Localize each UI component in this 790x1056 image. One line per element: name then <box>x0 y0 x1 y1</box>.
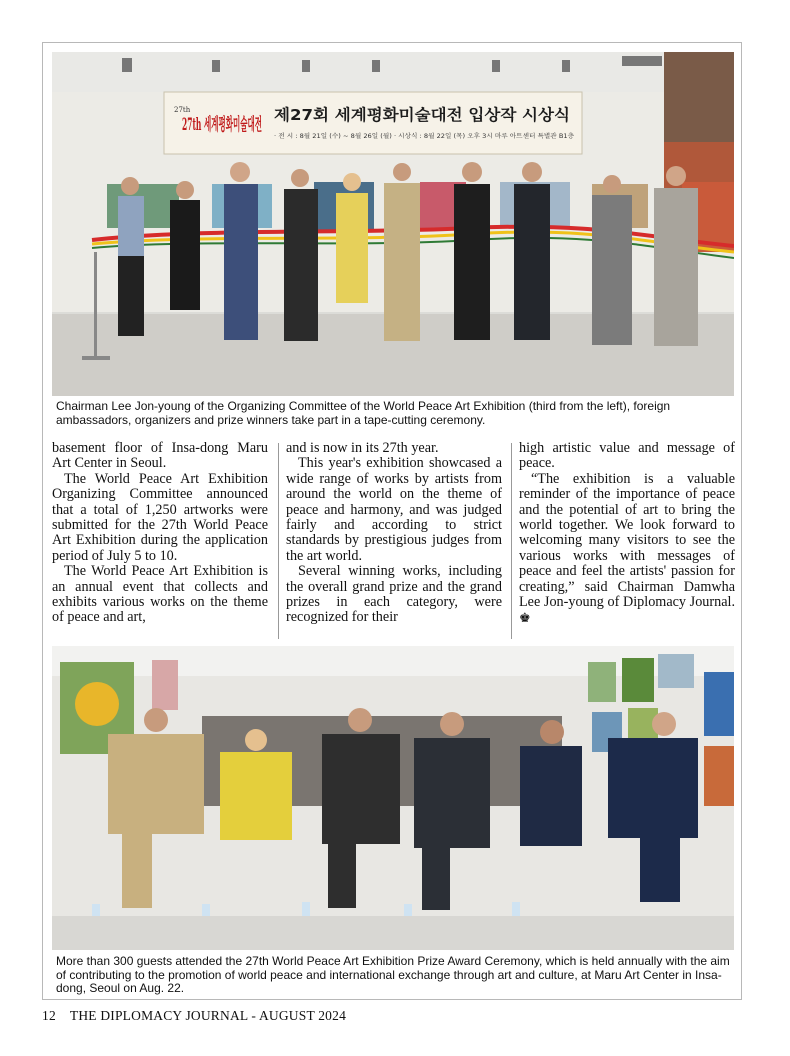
paragraph: and is now in its 27th year. <box>286 441 439 456</box>
publication-name: THE DIPLOMACY JOURNAL - AUGUST 2024 <box>69 1008 347 1023</box>
end-mark-icon: ♚ <box>519 610 531 626</box>
column-divider <box>278 443 279 639</box>
paragraph: The World Peace Art Exhibition is an annual event that collects and exhibits various works on the theme of peace and art, <box>52 563 268 626</box>
paragraph: high artistic value and message of peace. <box>519 441 735 472</box>
banner-dates: · 전 시 : 8월 21일 (수) ~ 8월 26일 (월) · 시상식 : 8월 22일 (목) 오후 3시 마루 아트센터 특별관 B1층 <box>274 133 546 140</box>
paragraph <box>519 472 735 627</box>
top-photo-caption: Chairman Lee Jon-young of the Organizing Committee of the World Peace Art Exhibition (third from the left), foreign ambassadors, organizers and prize winners take part in a tape-cutting ceremony. <box>56 399 671 427</box>
page-footer <box>42 1008 346 1024</box>
article-column-2 <box>286 441 502 641</box>
banner-logo <box>182 114 262 135</box>
article-column-3 <box>519 441 735 641</box>
bottom-photo-caption: More than 300 guests attended the 27th World Peace Art Exhibition Prize Award Ceremony, which is held annually with the aim of contributing to the promotion of world peace and international exchange through art and culture, at Maru Art Center in Insa-dong, Seoul on Aug. 22. <box>56 954 730 995</box>
paragraph: basement floor of Insa-dong Maru Art Center in Seoul. <box>52 441 268 472</box>
page-number: 12 <box>42 1008 56 1023</box>
ribbon-cutting-photo <box>52 52 734 396</box>
paragraph: The World Peace Art Exhibition Organizing Committee announced that a total of 1,250 artworks were submitted for the 27th World Peace Art Exhibition during the application period of July 5 to 10. <box>52 470 268 564</box>
audience-photo <box>52 646 734 950</box>
paragraph: This year's exhibition showcased a wide range of works by artists from around the world on the theme of peace and harmony, and was judged fairly and according to strict standards by prestigious judges from the art world. <box>286 455 502 564</box>
svg-text:27th: 27th <box>174 106 191 114</box>
closing-paragraph-text: “The exhibition is a valuable reminder of the importance of peace and the potential of art to bring the world together. We look forward to welcoming many visitors to see the various works with messages of peace and feel the artists' passion for creating,” said Chairman Damwha Lee Jon-young of Diplomacy Journal. <box>519 470 735 611</box>
paragraph: Several winning works, including the overall grand prize and the grand prizes in each category, were recognized for their <box>286 563 502 626</box>
banner-title: 제27회 세계평화미술대전 입상작 시상식 <box>274 106 552 124</box>
article-column-1 <box>52 441 268 641</box>
column-divider <box>511 443 512 639</box>
